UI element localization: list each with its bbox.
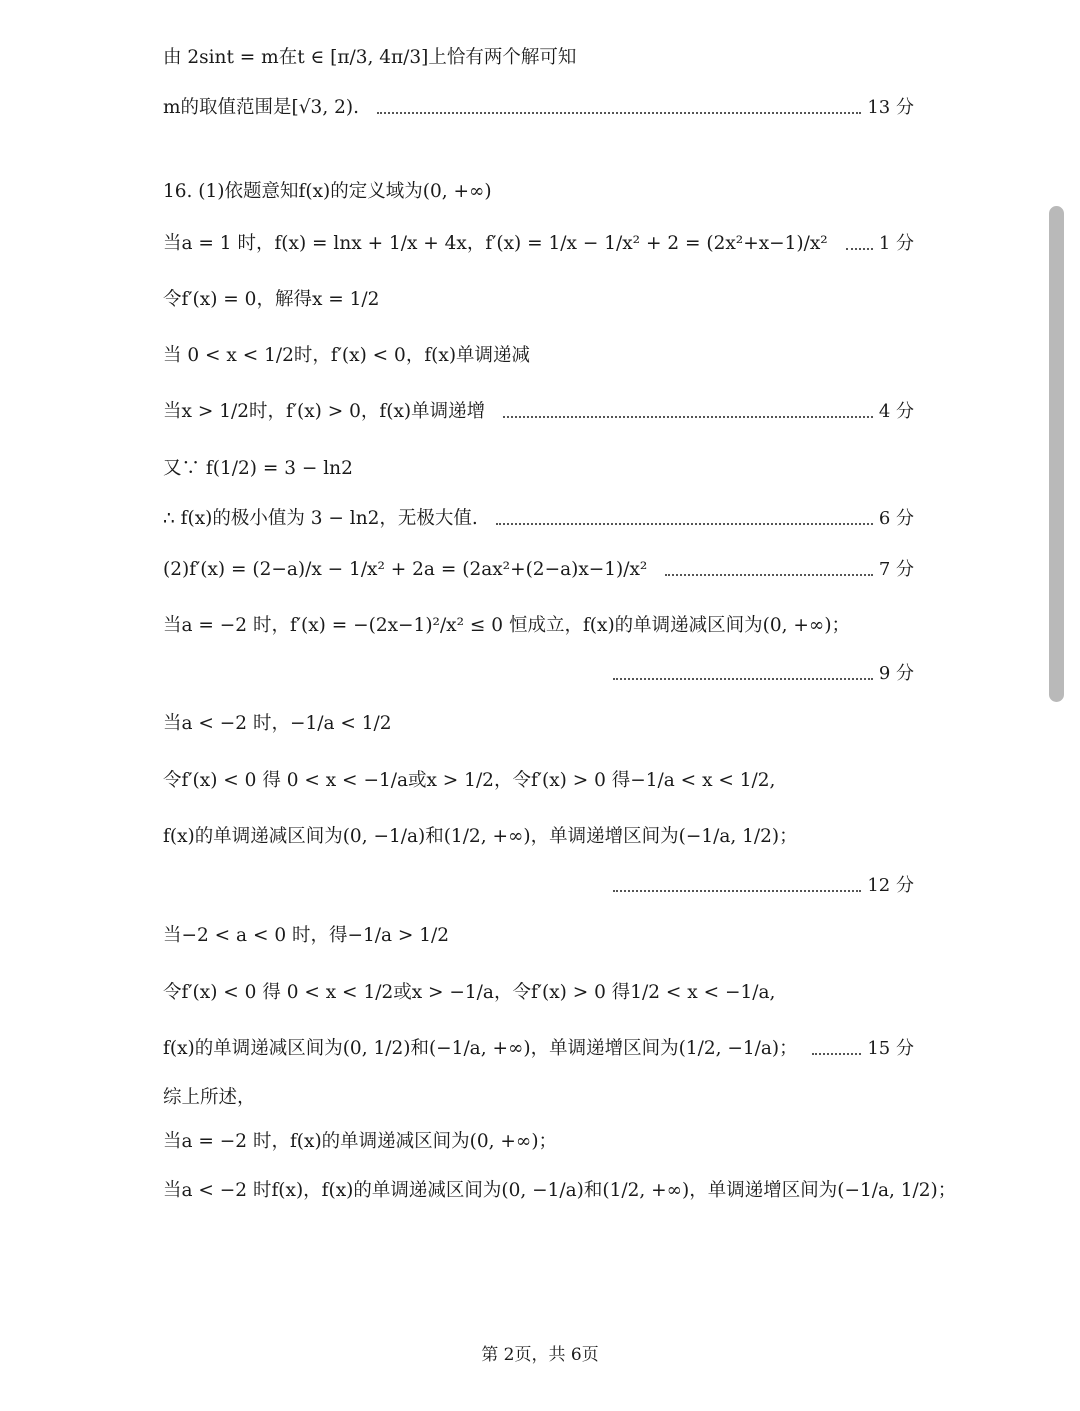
score-label: 9 分: [878, 663, 914, 684]
line-text: 当 0 < x < 1/2时，f′(x) < 0，f(x)单调递减: [163, 344, 531, 366]
line-text: 综上所述，: [163, 1086, 256, 1108]
solution-line: [163, 447, 353, 491]
dotted-leader: [846, 248, 873, 250]
solution-line: [163, 390, 914, 434]
line-text: 令f′(x) < 0 得 0 < x < −1/a或x > 1/2，令f′(x) > 0 得−1/a < x < 1/2,: [163, 769, 776, 791]
line-text: f(x)的单调递减区间为(0, −1/a)和(1/2, +∞)，单调递增区间为(−1/a, 1/2)；: [163, 825, 798, 847]
solution-line: [163, 864, 914, 908]
score-label: 6 分: [878, 508, 914, 529]
solution-line: [163, 604, 850, 648]
solution-line: [163, 334, 530, 378]
solution-line: [163, 222, 914, 266]
solution-line: [163, 36, 576, 80]
line-text: 当a < −2 时，−1/a < 1/2: [163, 712, 392, 734]
line-text: 令f′(x) < 0 得 0 < x < 1/2或x > −1/a，令f′(x) > 0 得1/2 < x < −1/a,: [163, 981, 776, 1003]
line-text: 令f′(x) = 0，解得x = 1/2: [163, 288, 380, 310]
line-text: ∴ f(x)的极小值为 3 − ln2，无极大值.: [163, 507, 478, 529]
solution-line: [163, 1076, 256, 1120]
line-text: 当x > 1/2时，f′(x) > 0，f(x)单调递增: [163, 400, 486, 422]
score-label: 4 分: [878, 401, 914, 422]
solution-line: [163, 702, 392, 746]
line-text: f(x)的单调递减区间为(0, 1/2)和(−1/a, +∞)，单调递增区间为(1/2, −1/a)；: [163, 1037, 798, 1059]
dotted-leader: [503, 416, 873, 418]
dotted-leader: [665, 574, 872, 576]
line-text: 当a = −2 时，f′(x) = −(2x−1)²/x² ≤ 0 恒成立，f(x)的单调递减区间为(0, +∞)；: [163, 614, 851, 636]
dotted-leader: [613, 890, 861, 892]
solution-line: [163, 170, 492, 214]
solution-line: [163, 815, 798, 859]
line-text: 当a = 1 时，f(x) = lnx + 1/x + 4x，f′(x) = 1/x − 1/x² + 2 = (2x²+x−1)/x²: [163, 232, 828, 254]
solution-line: [163, 1027, 914, 1071]
dotted-leader: [812, 1053, 862, 1055]
line-text: 16. (1)依题意知f(x)的定义域为(0, +∞): [163, 180, 492, 202]
line-text: 当a = −2 时，f(x)的单调递减区间为(0, +∞)；: [163, 1130, 558, 1152]
solution-line: [163, 548, 914, 592]
line-text: 由 2sint = m在t ∈ [π/3, 4π/3]上恰有两个解可知: [163, 46, 577, 68]
solution-line: [163, 914, 449, 958]
dotted-leader: [377, 112, 861, 114]
line-text: m的取值范围是[√3, 2).: [163, 96, 359, 118]
solution-line: [163, 278, 379, 322]
dotted-leader: [613, 678, 873, 680]
solution-line: [163, 971, 775, 1015]
score-label: 15 分: [867, 1038, 914, 1059]
score-label: 1 分: [878, 233, 914, 254]
scrollbar-thumb[interactable]: [1049, 206, 1064, 702]
score-label: 12 分: [867, 875, 914, 896]
solution-line: [163, 652, 914, 696]
solution-line: [163, 1120, 557, 1164]
line-text: 又∵ f(1/2) = 3 − ln2: [163, 457, 353, 479]
dotted-leader: [496, 523, 873, 525]
solution-line: [163, 759, 775, 803]
page-footer: 第 2页，共 6页: [481, 1345, 599, 1365]
solution-line: [163, 86, 914, 130]
score-label: 13 分: [867, 97, 914, 118]
solution-line: [163, 497, 914, 541]
line-text: 当a < −2 时f(x)，f(x)的单调递减区间为(0, −1/a)和(1/2, +∞)，单调递增区间为(−1/a, 1/2)；: [163, 1179, 957, 1201]
line-text: 当−2 < a < 0 时，得−1/a > 1/2: [163, 924, 450, 946]
line-text: (2)f′(x) = (2−a)/x − 1/x² + 2a = (2ax²+(2−a)x−1)/x²: [163, 558, 648, 580]
score-label: 7 分: [878, 559, 914, 580]
solution-line: [163, 1169, 956, 1213]
